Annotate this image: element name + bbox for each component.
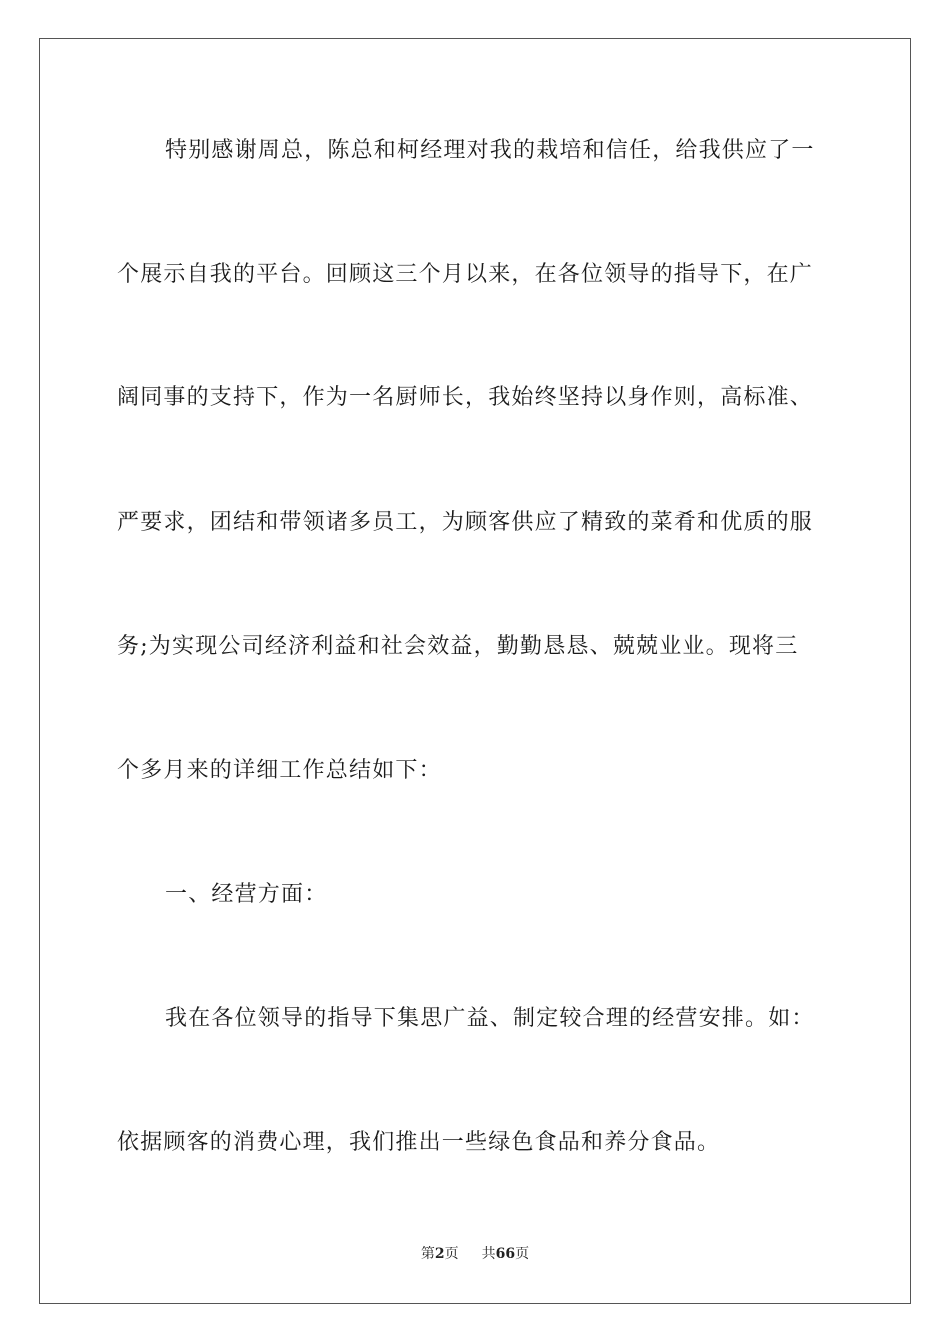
paragraph-1-line-6: 个多月来的详细工作总结如下： (117, 758, 442, 783)
page-label-suffix: 页 (444, 1246, 459, 1262)
page-border (39, 38, 911, 1304)
total-label-prefix: 共 (481, 1246, 496, 1262)
total-pages: 66 (495, 1246, 516, 1262)
total-label-suffix: 页 (515, 1246, 530, 1262)
paragraph-2-line-2: 依据顾客的消费心理，我们推出一些绿色食品和养分食品。 (117, 1130, 721, 1155)
paragraph-2-line-1: 我在各位领导的指导下集思广益、制定较合理的经营安排。如： (165, 1006, 815, 1031)
page-number: 2 (434, 1246, 445, 1262)
paragraph-1-line-4: 严要求，团结和带领诸多员工，为顾客供应了精致的菜肴和优质的服 (117, 510, 814, 535)
paragraph-1-line-1: 特别感谢周总，陈总和柯经理对我的栽培和信任，给我供应了一 (165, 138, 815, 163)
page-footer (0, 1244, 950, 1264)
paragraph-1-line-5: 务;为实现公司经济利益和社会效益，勤勤恳恳、兢兢业业。现将三 (117, 634, 799, 659)
paragraph-1-line-2: 个展示自我的平台。回顾这三个月以来，在各位领导的指导下，在广 (117, 262, 814, 287)
paragraph-1-line-3: 阔同事的支持下，作为一名厨师长，我始终坚持以身作则，高标准、 (117, 385, 814, 410)
section-heading: 一、经营方面： (165, 882, 328, 907)
page-label-prefix: 第 (420, 1246, 435, 1262)
